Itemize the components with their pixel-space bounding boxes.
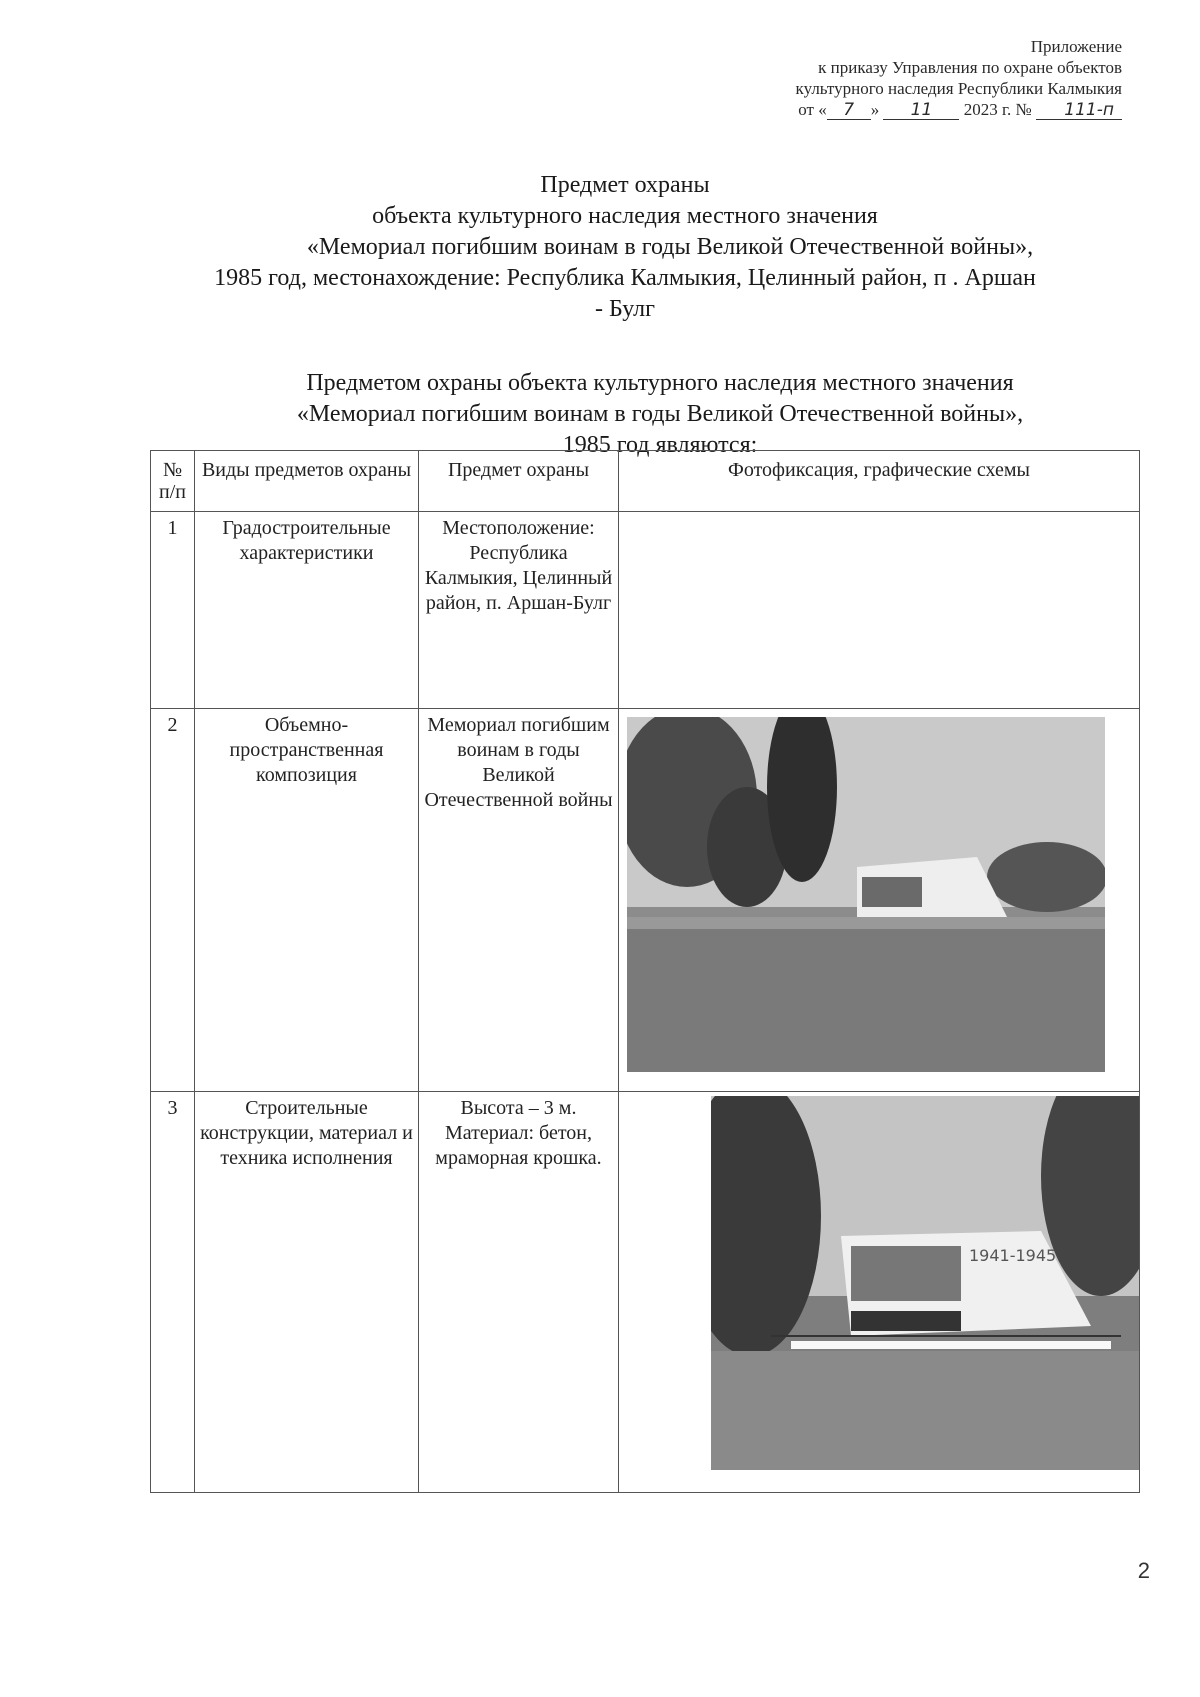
intro-paragraph bbox=[210, 368, 1110, 461]
table-header-row bbox=[151, 451, 1140, 512]
intro-line-3: 1985 год являются: bbox=[562, 432, 758, 458]
title-line-1: Предмет охраны bbox=[540, 172, 710, 198]
date-prefix: от « bbox=[798, 100, 827, 119]
date-day: 7 bbox=[827, 102, 871, 120]
table-row bbox=[151, 709, 1140, 1092]
row-number: 3 bbox=[151, 1092, 195, 1493]
header-number: № п/п bbox=[151, 451, 195, 512]
order-number: 111-п bbox=[1036, 102, 1122, 120]
title-line-5: - Булг bbox=[595, 296, 655, 322]
table-row bbox=[151, 1092, 1140, 1493]
title-line-3: «Мемориал погибшим воинам в годы Великой Отечественной войны», bbox=[306, 234, 1034, 260]
protection-table bbox=[150, 450, 1140, 1493]
page-number: 2 bbox=[1137, 1558, 1150, 1583]
row-photo-empty bbox=[619, 512, 1140, 709]
intro-line-2: «Мемориал погибшим воинам в годы Великой Отечественной войны», bbox=[296, 401, 1024, 427]
document-title bbox=[130, 170, 1120, 325]
intro-line-1: Предметом охраны объекта культурного наследия местного значения bbox=[306, 370, 1014, 396]
header-kind: Виды предметов охраны bbox=[195, 451, 419, 512]
row-photo bbox=[619, 1092, 1140, 1493]
row-kind: Градостроительные характеристики bbox=[195, 512, 419, 709]
row-subject: Местоположение: Республика Калмыкия, Целинный район, п. Аршан-Булг bbox=[419, 512, 619, 709]
title-line-4: 1985 год, местонахождение: Республика Калмыкия, Целинный район, п . Аршан bbox=[214, 265, 1036, 291]
header-subject: Предмет охраны bbox=[419, 451, 619, 512]
row-number: 1 bbox=[151, 512, 195, 709]
appendix-line-3: культурного наследия Республики Калмыкия bbox=[795, 79, 1122, 98]
table-row bbox=[151, 512, 1140, 709]
appendix-line-1: Приложение bbox=[1030, 37, 1122, 56]
row-subject: Высота – 3 м. Материал: бетон, мраморная крошка. bbox=[419, 1092, 619, 1493]
appendix-line-2: к приказу Управления по охране объектов bbox=[818, 58, 1122, 77]
date-year: 2023 г. № bbox=[963, 100, 1032, 119]
memorial-photo-wide bbox=[627, 717, 1105, 1072]
date-month: 11 bbox=[883, 102, 959, 120]
row-subject: Мемориал погибшим воинам в годы Великой Отечественной войны bbox=[419, 709, 619, 1092]
memorial-inscription: 1941-1945 bbox=[969, 1246, 1057, 1265]
date-mid: » bbox=[870, 100, 880, 119]
title-line-2: объекта культурного наследия местного значения bbox=[372, 203, 878, 229]
header-photo: Фотофиксация, графические схемы bbox=[619, 451, 1140, 512]
memorial-photo-close bbox=[711, 1096, 1139, 1470]
row-photo bbox=[619, 709, 1140, 1092]
appendix-header bbox=[602, 36, 1122, 120]
appendix-date-line bbox=[602, 99, 1122, 120]
row-kind: Объемно-пространственная композиция bbox=[195, 709, 419, 1092]
row-kind: Строительные конструкции, материал и техника исполнения bbox=[195, 1092, 419, 1493]
row-number: 2 bbox=[151, 709, 195, 1092]
